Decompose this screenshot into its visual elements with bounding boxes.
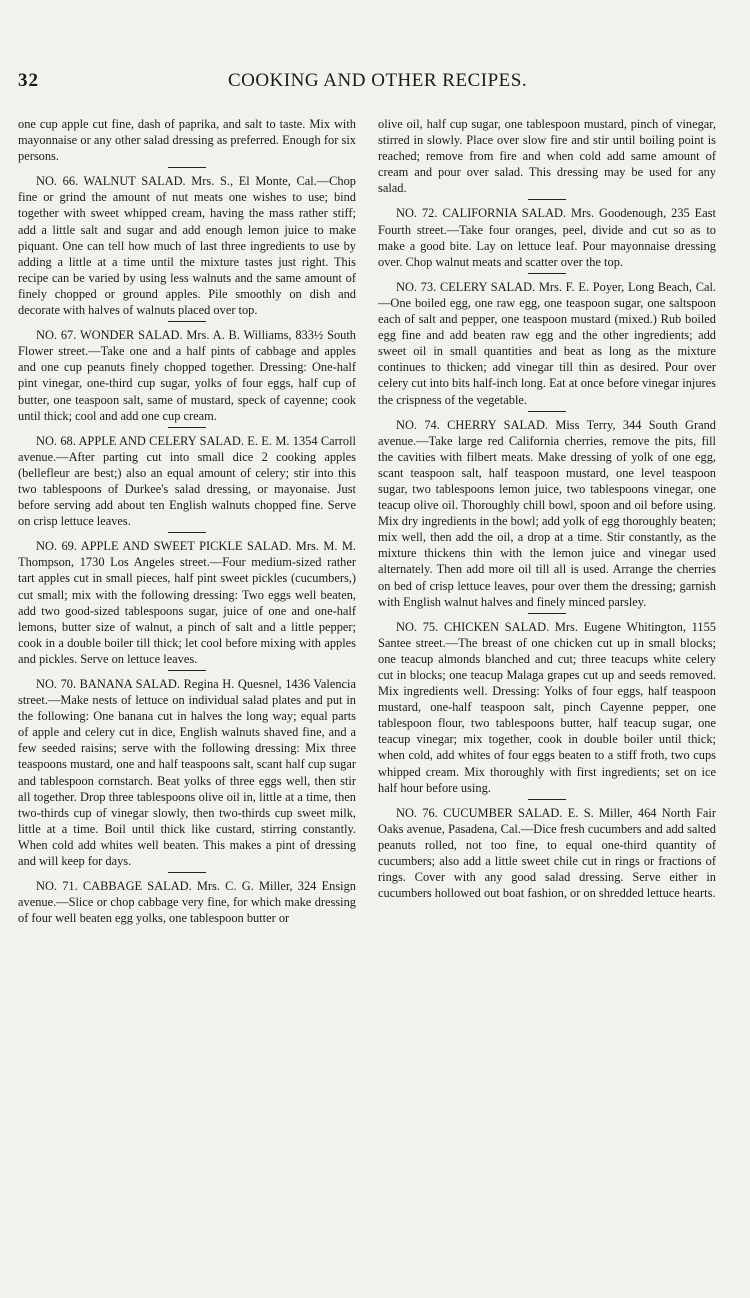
- recipe-68-apple-celery-salad: NO. 68. APPLE AND CELERY SALAD. E. E. M. 1354 Carroll avenue.—After parting cut into small dice 2 cooking apples (bellefleur are best;) also an equal amount of celery; stir into this two tablespoons of Durkee's salad dressing, or mayonaise. Just before serving add about ten English walnuts chopped fine. Serve on crisp lettuce leaves.: [18, 433, 356, 529]
- recipe-69-apple-sweet-pickle-salad: NO. 69. APPLE AND SWEET PICKLE SALAD. Mrs. M. M. Thompson, 1730 Los Angeles street.—Four medium-sized rather tart apples cut in small pieces, half pint sweet pickles (cucumbers,) cut small; mix with the following dressing: Two eggs well beaten, add two good-sized tablespoons sugar, juice of one and one-half lemons, butter size of walnut, a pinch of salt and a little pepper; cook in a double boiler till thick; let cool before mixing with apples and pickles. Serve on lettuce leaves.: [18, 539, 356, 666]
- section-divider: [528, 799, 566, 800]
- recipe-66-walnut-salad: NO. 66. WALNUT SALAD. Mrs. S., El Monte, Cal.—Chop fine or grind the amount of nut meats one wishes to use; bind together with sweet whipped cream, having the mass rather stiff; add a little salt and sugar and add enough lemon juice to make piquant. One can tell how much of last three ingredients to use by adding a little at a time until the mixture tastes just right. This recipe can be varied by using less walnuts and the same amount of finely chopped or ground apples. Pile smoothly on dish and decorate with halves of walnuts placed over top.: [18, 174, 356, 318]
- section-divider: [168, 427, 206, 428]
- section-divider: [528, 273, 566, 274]
- recipe-71-cabbage-salad: NO. 71. CABBAGE SALAD. Mrs. C. G. Miller, 324 Ensign avenue.—Slice or chop cabbage very fine, for which make dressing of four well beaten egg yolks, one tablespoon butter or: [18, 879, 356, 926]
- section-divider: [168, 670, 206, 671]
- recipe-67-wonder-salad: NO. 67. WONDER SALAD. Mrs. A. B. Williams, 833½ South Flower street.—Take one and a half pints of cabbage and apples and one cup peanuts finely chopped together. Dressing: One-half pint vinegar, one-third cup sugar, yolks of four eggs, half cup of butter, one teaspoon salt, same of mustard, speck of cayenne; cook until thick; cool and add one cup cream.: [18, 328, 356, 423]
- section-divider: [168, 321, 206, 322]
- recipe-76-cucumber-salad: NO. 76. CUCUMBER SALAD. E. S. Miller, 464 North Fair Oaks avenue, Pasadena, Cal.—Dice fresh cucumbers and add salted peanuts rolled, not too fine, to equal one-third quantity of cucumbers; also add a little sweet chile cut in rings or fractions of rings. Cover with any good salad dressing. Serve either in cucumbers hollowed out boat fashion, or on shredded lettuce hearts.: [378, 805, 716, 901]
- continued-paragraph: olive oil, half cup sugar, one tablespoon mustard, pinch of vinegar, stirred in slowly. Place over slow fire and stir until boiling point is reached; remove from fire and when cold add same amount of cream and pour over salad. This dressing may be used for any salad.: [378, 117, 716, 196]
- section-divider: [528, 199, 566, 200]
- recipe-72-california-salad: NO. 72. CALIFORNIA SALAD. Mrs. Goodenough, 235 East Fourth street.—Take four oranges, peel, divide and cut so as to make a good bite. Lay on lettuce leaf. Pour mayonnaise dressing over. Chop walnut meats and scatter over the top.: [378, 206, 716, 269]
- right-column: [378, 116, 716, 901]
- left-column: [18, 116, 356, 926]
- recipe-75-chicken-salad: NO. 75. CHICKEN SALAD. Mrs. Eugene Whitington, 1155 Santee street.—The breast of one chicken cut up in small blocks; one teacup almonds blanched and cut; three teacups white celery cut in blocks; one teacup Malaga grapes cut up and seeds removed. Mix ingredients well. Dressing: Yolks of four eggs, half teaspoon mustard, one-half teaspoon salt, pinch Cayenne pepper, one tablespoon flour, two tablespoons butter, half teacup sugar, one teacup vinegar; mix together, cook in double boiler until thick; when cold, add whites of four eggs beaten to a stiff froth, two cups whipped cream. Mix thoroughly with first ingredients; set on ice half hour before using.: [378, 619, 716, 795]
- section-divider: [528, 613, 566, 614]
- page-number: 32: [18, 70, 39, 91]
- section-divider: [528, 411, 566, 412]
- section-divider: [168, 167, 206, 168]
- continued-paragraph: one cup apple cut fine, dash of paprika, and salt to taste. Mix with mayonnaise or any other salad dressing as preferred. Enough for six persons.: [18, 117, 356, 164]
- section-divider: [168, 872, 206, 873]
- recipe-74-cherry-salad: NO. 74. CHERRY SALAD. Miss Terry, 344 South Grand avenue.—Take large red California cherries, remove the pits, fill the cavities with filbert meats. Make dressing of yolk of one egg, scant teaspoon salt, half teaspoon mustard, one level teaspoon sugar, two tablespoons lemon juice, two tablespoons vinegar, one teacup olive oil. Thoroughly chill bowl, spoon and oil before using. Mix dry ingredients in the bowl; add yolk of egg thoroughly beaten; mix well, then add the oil, a drop at a time. Stir constantly, as the mixture thickens thin with the lemon juice and vinegar used alternately. Then add more oil till all is used. Arrange the cherries on bed of crisp lettuce leaves, pour over them the dressing; garnish with English walnut halves and finely minced parsley.: [378, 417, 716, 609]
- recipe-70-banana-salad: NO. 70. BANANA SALAD. Regina H. Quesnel, 1436 Valencia street.—Make nests of lettuce on individual salad plates and put in the following: One banana cut in halves the long way; equal parts of apple and celery cut in dice, English walnuts shaved fine, and a few seeded raisins; serve with the following dressing: Mix three teaspoons mustard, one and half teaspoons salt, scant half cup sugar and tablespoon cornstarch. Beat yolks of three eggs well, then stir all together. Drop three tablespoons olive oil in, little at a time, then two-thirds cup of vinegar slowly, then two-thirds cup sweet milk, little at a time. Boil until thick like custard, stirring constantly. When cold add whites well beaten. This makes a pint of dressing and will keep for days.: [18, 677, 356, 869]
- section-divider: [168, 532, 206, 533]
- recipe-73-celery-salad: NO. 73. CELERY SALAD. Mrs. F. E. Poyer, Long Beach, Cal.—One boiled egg, one raw egg, one teaspoon sugar, one saltspoon each of salt and pepper, one teaspoon mustard (mixed.) Rub boiled egg fine and add beaten raw egg and the other ingredients; add sweet oil in small quantities and beat as long as the mixture continues to thicken; add vinegar till thin as desired. Pour over celery cut into bits half-inch long. Eat at once before vinegar injures the crispness of the vegetable.: [378, 279, 716, 407]
- page-header: [18, 68, 738, 96]
- running-title: COOKING AND OTHER RECIPES.: [228, 70, 528, 91]
